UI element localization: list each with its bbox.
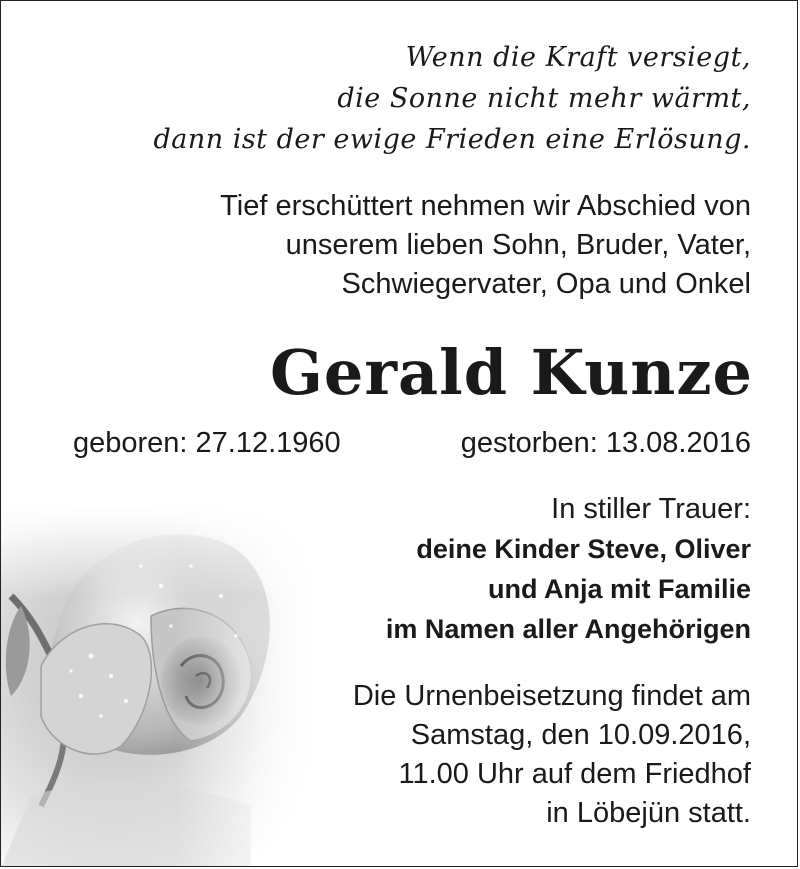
funeral-line: Samstag, den 10.09.2016,: [410, 719, 751, 751]
life-dates: [73, 423, 751, 463]
verse-line: die Sonne nicht mehr wärmt,: [337, 83, 751, 114]
verse-line: dann ist der ewige Frieden eine Erlösung.: [153, 124, 751, 155]
mourners-line: deine Kinder Steve, Oliver: [416, 534, 751, 564]
funeral-notice: [353, 677, 751, 833]
announcement-text: [220, 187, 751, 304]
mourners-line: und Anja mit Familie: [487, 574, 751, 604]
mourners-line: im Namen aller Angehörigen: [385, 614, 751, 644]
death-date: gestorben: 13.08.2016: [460, 427, 751, 459]
birth-date: geboren: 27.12.1960: [73, 427, 341, 459]
verse-line: Wenn die Kraft versiegt,: [405, 42, 751, 73]
funeral-line: 11.00 Uhr auf dem Friedhof: [398, 758, 751, 790]
mourners-block: [386, 489, 751, 649]
deceased-name: Gerald Kunze: [269, 336, 753, 409]
announcement-line: Schwiegervater, Opa und Onkel: [341, 268, 751, 300]
funeral-line: in Löbejün statt.: [546, 797, 751, 829]
funeral-line: Die Urnenbeisetzung findet am: [352, 680, 751, 712]
announcement-line: unserem lieben Sohn, Bruder, Vater,: [285, 229, 751, 261]
verse-block: [153, 37, 751, 160]
announcement-line: Tief erschüttert nehmen wir Abschied von: [220, 190, 751, 222]
rose-image: [1, 506, 321, 867]
mourners-intro: In stiller Trauer:: [551, 493, 751, 525]
